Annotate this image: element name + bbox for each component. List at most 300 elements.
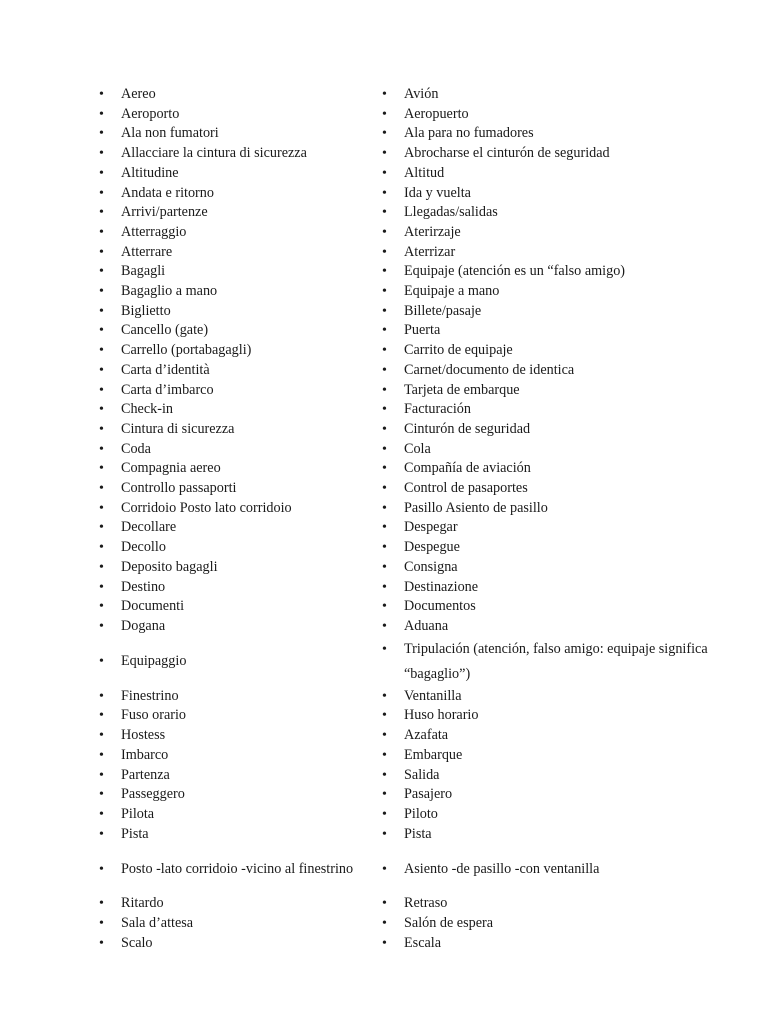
bullet-icon: • <box>382 896 387 912</box>
vocabulary-row <box>95 499 715 519</box>
list-item <box>95 479 378 499</box>
spanish-term-cell <box>378 459 715 479</box>
bullet-icon: • <box>382 165 387 181</box>
bullet-icon: • <box>99 126 104 142</box>
spanish-term-cell <box>378 381 715 401</box>
italian-term: Fuso orario <box>121 707 187 724</box>
bullet-icon: • <box>382 688 387 704</box>
spanish-term-cell <box>378 243 715 263</box>
bullet-icon: • <box>382 787 387 803</box>
list-item <box>378 578 715 598</box>
list-item <box>378 105 715 125</box>
spanish-term-cell <box>378 785 715 805</box>
bullet-icon: • <box>99 599 104 615</box>
spanish-term: Tripulación (atención, falso amigo: equipaje significa “bagaglio”) <box>404 640 708 682</box>
spanish-term-cell <box>378 687 715 707</box>
vocabulary-row <box>95 914 715 934</box>
vocabulary-row <box>95 844 715 894</box>
vocabulary-row <box>95 726 715 746</box>
italian-term: Carta d’imbarco <box>121 381 214 398</box>
bullet-icon: • <box>382 205 387 221</box>
bullet-icon: • <box>99 284 104 300</box>
italian-term-cell <box>95 706 378 726</box>
vocabulary-row <box>95 361 715 381</box>
spanish-term-cell <box>378 746 715 766</box>
italian-term-cell <box>95 361 378 381</box>
spanish-term: Aterrizar <box>404 243 456 260</box>
spanish-term-cell <box>378 144 715 164</box>
list-item <box>95 805 378 825</box>
italian-term-cell <box>95 243 378 263</box>
bullet-icon: • <box>99 826 104 842</box>
italian-term: Check-in <box>121 401 174 418</box>
spanish-term-cell <box>378 706 715 726</box>
list-item <box>378 518 715 538</box>
vocabulary-row <box>95 538 715 558</box>
italian-term: Pilota <box>121 805 155 822</box>
italian-term-cell <box>95 184 378 204</box>
vocabulary-row <box>95 440 715 460</box>
italian-term-cell <box>95 558 378 578</box>
vocabulary-row <box>95 341 715 361</box>
spanish-term: Billete/pasaje <box>404 302 482 319</box>
italian-term-cell <box>95 538 378 558</box>
spanish-term-cell <box>378 825 715 845</box>
italian-term-cell <box>95 746 378 766</box>
list-item <box>378 144 715 164</box>
bullet-icon: • <box>99 559 104 575</box>
list-item <box>378 420 715 440</box>
italian-term: Posto -lato corridoio -vicino al finestrino <box>121 860 354 877</box>
spanish-term: Puerta <box>404 322 441 339</box>
italian-term-cell <box>95 499 378 519</box>
italian-term-cell <box>95 85 378 105</box>
italian-term: Andata e ritorno <box>121 184 214 201</box>
list-item <box>378 243 715 263</box>
italian-term-cell <box>95 105 378 125</box>
bullet-icon: • <box>382 264 387 280</box>
vocabulary-row <box>95 578 715 598</box>
bullet-icon: • <box>99 421 104 437</box>
vocabulary-row <box>95 687 715 707</box>
bullet-icon: • <box>382 708 387 724</box>
spanish-term: Ida y vuelta <box>404 184 471 201</box>
bullet-icon: • <box>99 402 104 418</box>
bullet-icon: • <box>99 861 104 877</box>
list-item <box>95 597 378 617</box>
spanish-term: Azafata <box>404 727 449 744</box>
spanish-term-cell <box>378 164 715 184</box>
list-item <box>378 499 715 519</box>
italian-term-cell <box>95 805 378 825</box>
italian-term: Atterrare <box>121 243 173 260</box>
bullet-icon: • <box>99 540 104 556</box>
spanish-term: Facturación <box>404 401 471 418</box>
italian-term-cell <box>95 381 378 401</box>
italian-term-cell <box>95 726 378 746</box>
italian-term: Finestrino <box>121 687 179 704</box>
spanish-term-cell <box>378 262 715 282</box>
spanish-term-cell <box>378 341 715 361</box>
vocabulary-row <box>95 282 715 302</box>
vocabulary-row <box>95 262 715 282</box>
spanish-term: Salón de espera <box>404 915 494 932</box>
list-item <box>378 726 715 746</box>
spanish-term: Embarque <box>404 746 463 763</box>
italian-term: Coda <box>121 440 151 457</box>
list-item <box>95 726 378 746</box>
italian-term-cell <box>95 459 378 479</box>
spanish-term: Huso horario <box>404 707 479 724</box>
italian-term: Cancello (gate) <box>121 322 209 339</box>
bullet-icon: • <box>382 935 387 951</box>
spanish-term: Control de pasaportes <box>404 480 528 497</box>
list-item <box>378 766 715 786</box>
italian-term-cell <box>95 262 378 282</box>
italian-term-cell <box>95 400 378 420</box>
bullet-icon: • <box>99 303 104 319</box>
spanish-term-cell <box>378 914 715 934</box>
list-item <box>95 894 378 914</box>
bullet-icon: • <box>382 826 387 842</box>
spanish-term: Ventanilla <box>404 687 462 704</box>
spanish-term: Pista <box>404 825 432 842</box>
spanish-term: Escala <box>404 934 442 951</box>
list-item <box>95 766 378 786</box>
bullet-icon: • <box>382 861 387 877</box>
list-item <box>378 825 715 845</box>
italian-term-cell <box>95 687 378 707</box>
spanish-term-cell <box>378 105 715 125</box>
bullet-icon: • <box>382 362 387 378</box>
spanish-term-cell <box>378 282 715 302</box>
list-item <box>95 857 378 882</box>
italian-term: Altitudine <box>121 164 179 181</box>
spanish-term-cell <box>378 726 715 746</box>
spanish-term: Aduana <box>404 617 449 634</box>
spanish-term-cell <box>378 844 715 894</box>
italian-term: Compagnia aereo <box>121 460 221 477</box>
bullet-icon: • <box>99 935 104 951</box>
bullet-icon: • <box>382 520 387 536</box>
bullet-icon: • <box>382 641 387 657</box>
bullet-icon: • <box>99 441 104 457</box>
vocabulary-row <box>95 243 715 263</box>
italian-term-cell <box>95 518 378 538</box>
vocabulary-row <box>95 400 715 420</box>
spanish-term: Carrito de equipaje <box>404 342 513 359</box>
spanish-term-cell <box>378 400 715 420</box>
vocabulary-row <box>95 381 715 401</box>
spanish-term: Asiento -de pasillo -con ventanilla <box>404 860 600 877</box>
list-item <box>95 144 378 164</box>
spanish-term: Altitud <box>404 164 445 181</box>
bullet-icon: • <box>382 806 387 822</box>
bullet-icon: • <box>99 106 104 122</box>
bullet-icon: • <box>99 896 104 912</box>
italian-term-cell <box>95 440 378 460</box>
list-item <box>95 687 378 707</box>
spanish-term: Pasajero <box>404 786 453 803</box>
bullet-icon: • <box>382 421 387 437</box>
italian-term-cell <box>95 597 378 617</box>
spanish-term-cell <box>378 223 715 243</box>
list-item <box>95 321 378 341</box>
list-item <box>378 558 715 578</box>
list-item <box>95 914 378 934</box>
spanish-term: Ala para no fumadores <box>404 125 534 142</box>
bullet-icon: • <box>382 323 387 339</box>
bullet-icon: • <box>99 579 104 595</box>
italian-term: Arrivi/partenze <box>121 204 208 221</box>
vocabulary-row <box>95 124 715 144</box>
bullet-icon: • <box>99 461 104 477</box>
list-item <box>378 857 715 882</box>
italian-term-cell <box>95 282 378 302</box>
list-item <box>95 262 378 282</box>
bullet-icon: • <box>382 500 387 516</box>
italian-term: Decollare <box>121 519 177 536</box>
spanish-term-cell <box>378 184 715 204</box>
list-item <box>95 785 378 805</box>
list-item <box>95 706 378 726</box>
list-item <box>95 85 378 105</box>
italian-term: Bagaglio a mano <box>121 283 218 300</box>
spanish-term: Equipaje a mano <box>404 283 500 300</box>
vocabulary-row <box>95 420 715 440</box>
spanish-term-cell <box>378 302 715 322</box>
bullet-icon: • <box>99 728 104 744</box>
bullet-icon: • <box>99 708 104 724</box>
list-item <box>378 282 715 302</box>
italian-term-cell <box>95 203 378 223</box>
italian-term: Pista <box>121 825 149 842</box>
italian-term-cell <box>95 894 378 914</box>
bullet-icon: • <box>99 146 104 162</box>
vocabulary-row <box>95 934 715 954</box>
list-item <box>378 706 715 726</box>
italian-term: Decollo <box>121 539 166 556</box>
bullet-icon: • <box>382 767 387 783</box>
italian-term: Scalo <box>121 934 153 951</box>
list-item <box>378 538 715 558</box>
bullet-icon: • <box>99 362 104 378</box>
italian-term: Cintura di sicurezza <box>121 420 235 437</box>
bullet-icon: • <box>382 599 387 615</box>
bullet-icon: • <box>99 916 104 932</box>
spanish-term-cell <box>378 124 715 144</box>
vocabulary-row <box>95 203 715 223</box>
list-item <box>378 785 715 805</box>
italian-term: Carrello (portabagagli) <box>121 342 252 359</box>
bullet-icon: • <box>382 461 387 477</box>
italian-term: Aereo <box>121 86 156 102</box>
list-item <box>95 124 378 144</box>
italian-term: Atterraggio <box>121 223 187 240</box>
spanish-term-cell <box>378 321 715 341</box>
vocabulary-row <box>95 766 715 786</box>
italian-term: Aeroporto <box>121 105 180 122</box>
vocabulary-row <box>95 805 715 825</box>
spanish-term-cell <box>378 203 715 223</box>
list-item <box>95 746 378 766</box>
vocabulary-row <box>95 785 715 805</box>
spanish-term-cell <box>378 518 715 538</box>
bullet-icon: • <box>99 323 104 339</box>
vocabulary-row <box>95 302 715 322</box>
bullet-icon: • <box>99 185 104 201</box>
bullet-icon: • <box>382 728 387 744</box>
italian-term: Destino <box>121 578 166 595</box>
list-item <box>95 420 378 440</box>
vocabulary-row <box>95 617 715 637</box>
bullet-icon: • <box>382 244 387 260</box>
bullet-icon: • <box>99 747 104 763</box>
list-item <box>378 262 715 282</box>
italian-term-cell <box>95 914 378 934</box>
list-item <box>95 381 378 401</box>
italian-term-cell <box>95 844 378 894</box>
list-item <box>95 164 378 184</box>
spanish-term-cell <box>378 617 715 637</box>
italian-term: Carta d’identità <box>121 361 210 378</box>
spanish-term-cell <box>378 440 715 460</box>
bullet-icon: • <box>99 767 104 783</box>
document-page <box>0 85 768 953</box>
spanish-term-cell <box>378 420 715 440</box>
vocabulary-list <box>95 85 715 953</box>
italian-term: Allacciare la cintura di sicurezza <box>121 145 307 162</box>
bullet-icon: • <box>99 244 104 260</box>
italian-term-cell <box>95 479 378 499</box>
italian-term: Sala d’attesa <box>121 915 194 932</box>
spanish-term-cell <box>378 479 715 499</box>
vocabulary-row <box>95 597 715 617</box>
spanish-term-cell <box>378 894 715 914</box>
vocabulary-row <box>95 558 715 578</box>
italian-term-cell <box>95 420 378 440</box>
italian-term-cell <box>95 934 378 954</box>
spanish-term: Carnet/documento de identica <box>404 361 575 378</box>
spanish-term: Abrocharse el cinturón de seguridad <box>404 145 610 162</box>
italian-term: Passeggero <box>121 786 185 803</box>
bullet-icon: • <box>99 481 104 497</box>
vocabulary-row <box>95 746 715 766</box>
list-item <box>378 361 715 381</box>
italian-term-cell <box>95 164 378 184</box>
italian-term: Hostess <box>121 727 166 744</box>
list-item <box>378 302 715 322</box>
bullet-icon: • <box>382 540 387 556</box>
list-item <box>95 243 378 263</box>
list-item <box>378 400 715 420</box>
vocabulary-row <box>95 637 715 687</box>
bullet-icon: • <box>99 382 104 398</box>
spanish-term-cell <box>378 805 715 825</box>
bullet-icon: • <box>99 520 104 536</box>
list-item <box>378 381 715 401</box>
bullet-icon: • <box>99 688 104 704</box>
spanish-term: Piloto <box>404 805 438 822</box>
bullet-icon: • <box>99 165 104 181</box>
spanish-term: Tarjeta de embarque <box>404 381 520 398</box>
list-item <box>378 597 715 617</box>
bullet-icon: • <box>99 343 104 359</box>
bullet-icon: • <box>99 654 104 670</box>
list-item <box>378 894 715 914</box>
spanish-term-cell <box>378 766 715 786</box>
spanish-term: Llegadas/salidas <box>404 204 498 221</box>
bullet-icon: • <box>99 806 104 822</box>
bullet-icon: • <box>99 264 104 280</box>
list-item <box>378 687 715 707</box>
bullet-icon: • <box>382 185 387 201</box>
list-item <box>95 282 378 302</box>
bullet-icon: • <box>382 106 387 122</box>
bullet-icon: • <box>382 87 387 102</box>
spanish-term: Compañía de aviación <box>404 460 531 477</box>
list-item <box>95 459 378 479</box>
spanish-term: Avión <box>404 86 439 102</box>
italian-term: Equipaggio <box>121 653 187 670</box>
bullet-icon: • <box>382 618 387 634</box>
list-item <box>378 164 715 184</box>
italian-term-cell <box>95 341 378 361</box>
list-item <box>95 341 378 361</box>
vocabulary-row <box>95 85 715 105</box>
spanish-term: Despegue <box>404 539 460 556</box>
bullet-icon: • <box>99 618 104 634</box>
list-item <box>95 361 378 381</box>
italian-term: Dogana <box>121 617 166 634</box>
list-item <box>95 518 378 538</box>
vocabulary-row <box>95 894 715 914</box>
vocabulary-row <box>95 144 715 164</box>
list-item <box>378 321 715 341</box>
list-item <box>95 184 378 204</box>
list-item <box>378 617 715 637</box>
italian-term-cell <box>95 223 378 243</box>
list-item <box>95 223 378 243</box>
list-item <box>95 203 378 223</box>
list-item <box>378 805 715 825</box>
bullet-icon: • <box>99 224 104 240</box>
list-item <box>95 440 378 460</box>
spanish-term: Documentos <box>404 598 476 615</box>
bullet-icon: • <box>382 382 387 398</box>
spanish-term: Aeropuerto <box>404 105 469 122</box>
italian-term: Corridoio Posto lato corridoio <box>121 499 292 516</box>
list-item <box>378 746 715 766</box>
list-item <box>95 400 378 420</box>
list-item <box>95 934 378 954</box>
list-item <box>378 914 715 934</box>
list-item <box>378 124 715 144</box>
spanish-term: Aterirzaje <box>404 223 461 240</box>
spanish-term-cell <box>378 934 715 954</box>
italian-term-cell <box>95 124 378 144</box>
list-item <box>378 203 715 223</box>
list-item <box>378 479 715 499</box>
spanish-term: Despegar <box>404 519 458 536</box>
vocabulary-row <box>95 706 715 726</box>
vocabulary-table <box>95 85 715 953</box>
italian-term: Controllo passaporti <box>121 480 237 497</box>
italian-term-cell <box>95 617 378 637</box>
bullet-icon: • <box>99 205 104 221</box>
spanish-term-cell <box>378 597 715 617</box>
bullet-icon: • <box>382 559 387 575</box>
